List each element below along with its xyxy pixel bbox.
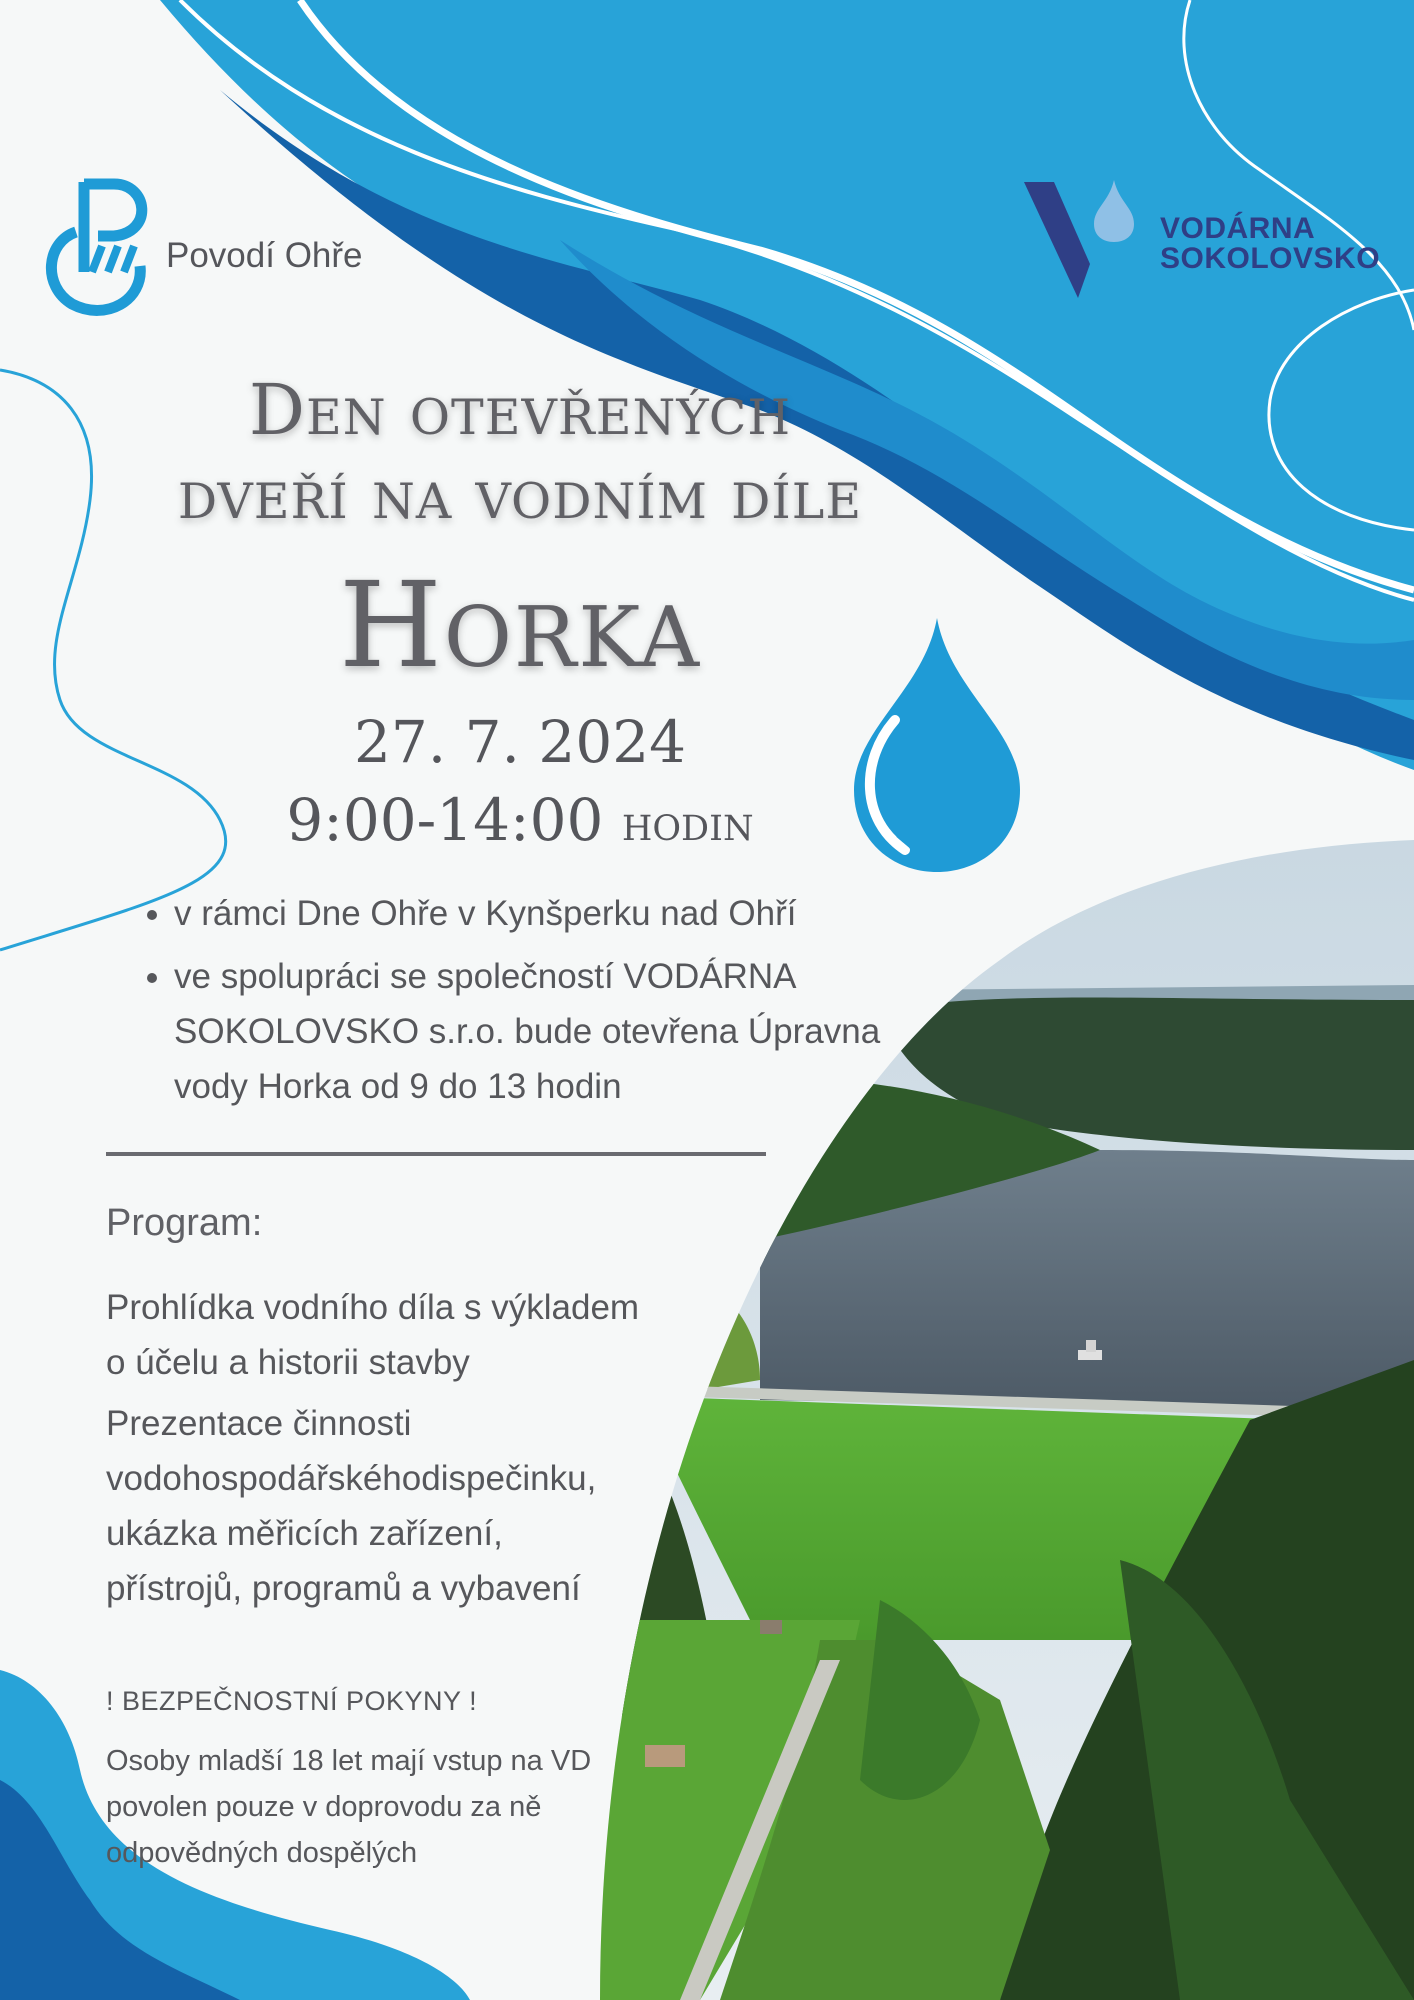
- program-item: Prezentace činnosti vodohospodářskéhodispečinku, ukázka měřicích zařízení, přístrojů, programů a vybavení: [106, 1404, 597, 1608]
- safety-heading: ! BEZPEČNOSTNÍ POKYNY !: [106, 1686, 478, 1716]
- event-date: 27. 7. 2024: [353, 708, 687, 776]
- info-bullets: [132, 886, 894, 1122]
- list-item: • v rámci Dne Ohře v Kynšperku nad Ohří: [174, 886, 894, 941]
- safety-text: Osoby mladší 18 let mají vstup na VD povolen pouze v doprovodu za ně odpovědných dospělých: [106, 1745, 592, 1869]
- divider: [106, 1152, 766, 1156]
- vodarna-name: VODÁRNA SOKOLOVSKO: [1160, 212, 1381, 275]
- povodi-ohre-name: Povodí Ohře: [166, 236, 363, 275]
- vodarna-logo-icon: [1024, 178, 1164, 308]
- program-heading: Program:: [106, 1202, 263, 1244]
- list-item: • ve spolupráci se společností VODÁRNA SOKOLOVSKO s.r.o. bude otevřena Úpravna vody Horka od 9 do 13 hodin: [174, 949, 894, 1114]
- povodi-ohre-logo-icon: [36, 176, 166, 326]
- event-time: 9:00-14:00 hodin: [286, 786, 754, 854]
- place-name: Horka: [338, 556, 702, 694]
- program-item: Prohlídka vodního díla s výkladem o účelu a historii stavby: [106, 1288, 640, 1382]
- event-title: Den otevřených dveří na vodním díle: [177, 369, 863, 535]
